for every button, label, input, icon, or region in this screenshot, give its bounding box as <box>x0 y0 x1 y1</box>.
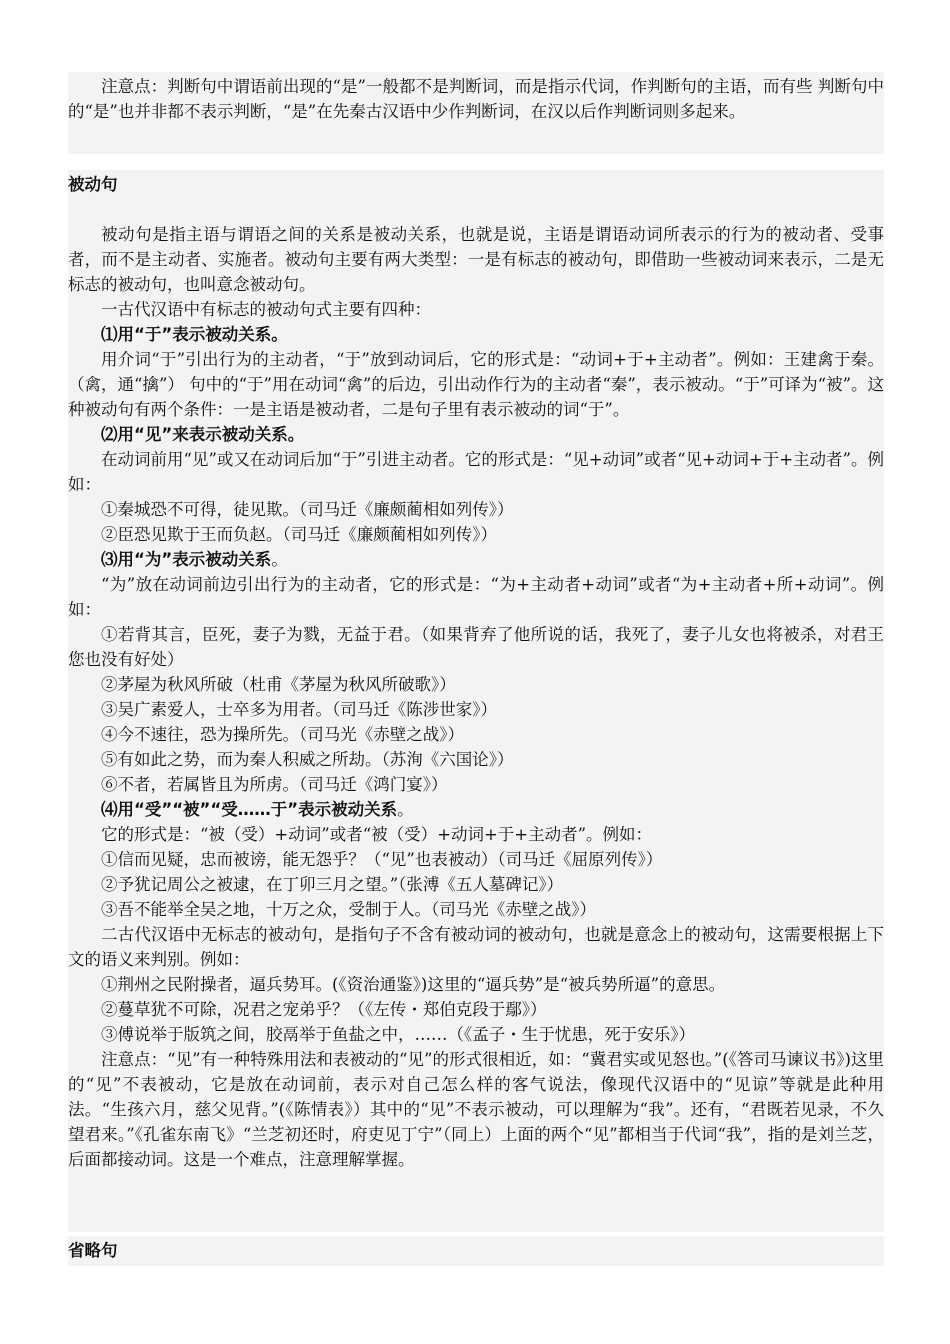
type3-heading-bold: ⑶用“为”表示被动关系 <box>101 550 272 569</box>
type4-text: 它的形式是：“被（受）+动词”或者“被（受）+动词+于+主动者”。例如： <box>101 825 653 844</box>
type3-example: ④今不速往，恐为操所先。（司马光《赤壁之战》） <box>101 725 464 744</box>
type3-example: ③吴广素爱人，士卒多为用者。（司马迁《陈涉世家》） <box>101 700 497 719</box>
type4-example: ③吾不能举全吴之地，十万之众，受制于人。（司马光《赤壁之战》） <box>101 900 596 919</box>
type4-example: ②予犹记周公之被逮，在丁卯三月之望。”（张溥《五人墓碑记》） <box>101 875 564 894</box>
type4-heading-tail: 。 <box>397 800 414 819</box>
passive-section <box>68 170 884 1232</box>
type4-example: ①信而见疑，忠而被谤，能无怨乎？（“见”也表被动）（司马迁《屈原列传》） <box>101 850 663 869</box>
type1-heading: ⑴用“于”表示被动关系。 <box>101 325 288 344</box>
type4-heading <box>68 797 884 822</box>
marked-passive-intro: 一古代汉语中有标志的被动句式主要有四种： <box>101 300 431 319</box>
intro-note: 注意点：判断句中谓语前出现的“是”一般都不是判断词，而是指示代词，作判断句的主语，而有些 判断句中的“是”也并非都不表示判断，“是”在先秦古汉语中少作判断词，在汉以后作判断词则多起来。 <box>68 77 884 121</box>
intro-block <box>68 72 884 154</box>
type3-heading <box>68 547 884 572</box>
type1-text: 用介词“于”引出行为的主动者，“于”放到动词后，它的形式是：“动词+于+主动者”。例如：王建禽于秦。（禽，通“擒”） 句中的“于”用在动词“禽”的后边，引出动作行为的主动者“秦”，表示被动。“于”可译为“被”。这种被动句有两个条件：一是主语是被动者，二是句子里有表示被动的词“于”。 <box>68 350 884 419</box>
passive-definition: 被动句是指主语与谓语之间的关系是被动关系，也就是说，主语是谓语动词所表示的行为的被动者、受事者，而不是主动者、实施者。被动句主要有两大类型：一是有标志的被动句，即借助一些被动词来表示，二是无标志的被动句，也叫意念被动句。 <box>68 225 884 294</box>
type2-text: 在动词前用“见”或又在动词后加“于”引进主动者。它的形式是：“见+动词”或者“见+动词+于+主动者”。例如： <box>68 450 884 494</box>
type3-example: ⑥不者，若属皆且为所虏。（司马迁《鸿门宴》） <box>101 775 448 794</box>
unmarked-example: ①荆州之民附操者，逼兵势耳。(《资治通鉴》)这里的“逼兵势”是“被兵势所逼”的意思。 <box>101 975 726 994</box>
unmarked-passive-intro: 二古代汉语中无标志的被动句，是指句子不含有被动词的被动句，也就是意念上的被动句，这需要根据上下文的语义来判别。例如： <box>68 925 884 969</box>
omission-section <box>68 1236 884 1266</box>
type2-heading: ⑵用“见”来表示被动关系。 <box>101 425 305 444</box>
type3-heading-tail: 。 <box>271 550 288 569</box>
type3-example: ①若背其言，臣死，妻子为戮，无益于君。（如果背弃了他所说的话，我死了，妻子儿女也将被杀，对君王您也没有好处） <box>68 625 884 669</box>
section-title-passive: 被动句 <box>68 175 118 194</box>
type4-heading-bold: ⑷用“受”“被”“受……于”表示被动关系 <box>101 800 398 819</box>
passive-note: 注意点：“见”有一种特殊用法和表被动的“见”的形式很相近，如：“冀君实或见怒也。”(《答司马谏议书》)这里的“见”不表被动，它是放在动词前，表示对自己怎么样的客气说法，像现代汉语中的“见谅”等就是此种用法。“生孩六月，慈父见背。”(《陈情表》）其中的“见”不表示被动，可以理解为“我”。还有，“君既若见录，不久望君来。”《孔雀东南飞》“兰芝初还时，府吏见丁宁”（同上）上面的两个“见”都相当于代词“我”，指的是刘兰芝，后面都接动词。这是一个难点，注意理解掌握。 <box>68 1050 885 1169</box>
type3-example: ⑤有如此之势，而为秦人积威之所劫。（苏洵《六国论》） <box>101 750 514 769</box>
unmarked-example: ③傅说举于版筑之间，胶鬲举于鱼盐之中，……（《孟子・生于忧患，死于安乐》） <box>101 1025 695 1044</box>
unmarked-example: ②蔓草犹不可除，况君之宠弟乎？（《左传・郑伯克段于鄢》） <box>101 1000 547 1019</box>
section-title-omission: 省略句 <box>68 1241 118 1260</box>
type2-example: ①秦城恐不可得，徒见欺。（司马迁《廉颇蔺相如列传》） <box>101 500 514 519</box>
type3-text: “为”放在动词前边引出行为的主动者，它的形式是：“为+主动者+动词”或者“为+主动者+所+动词”。例如： <box>68 575 884 619</box>
type3-example: ②茅屋为秋风所破（杜甫《茅屋为秋风所破歌》） <box>101 675 456 694</box>
type2-example: ②臣恐见欺于王而负赵。（司马迁《廉颇蔺相如列传》） <box>101 525 497 544</box>
